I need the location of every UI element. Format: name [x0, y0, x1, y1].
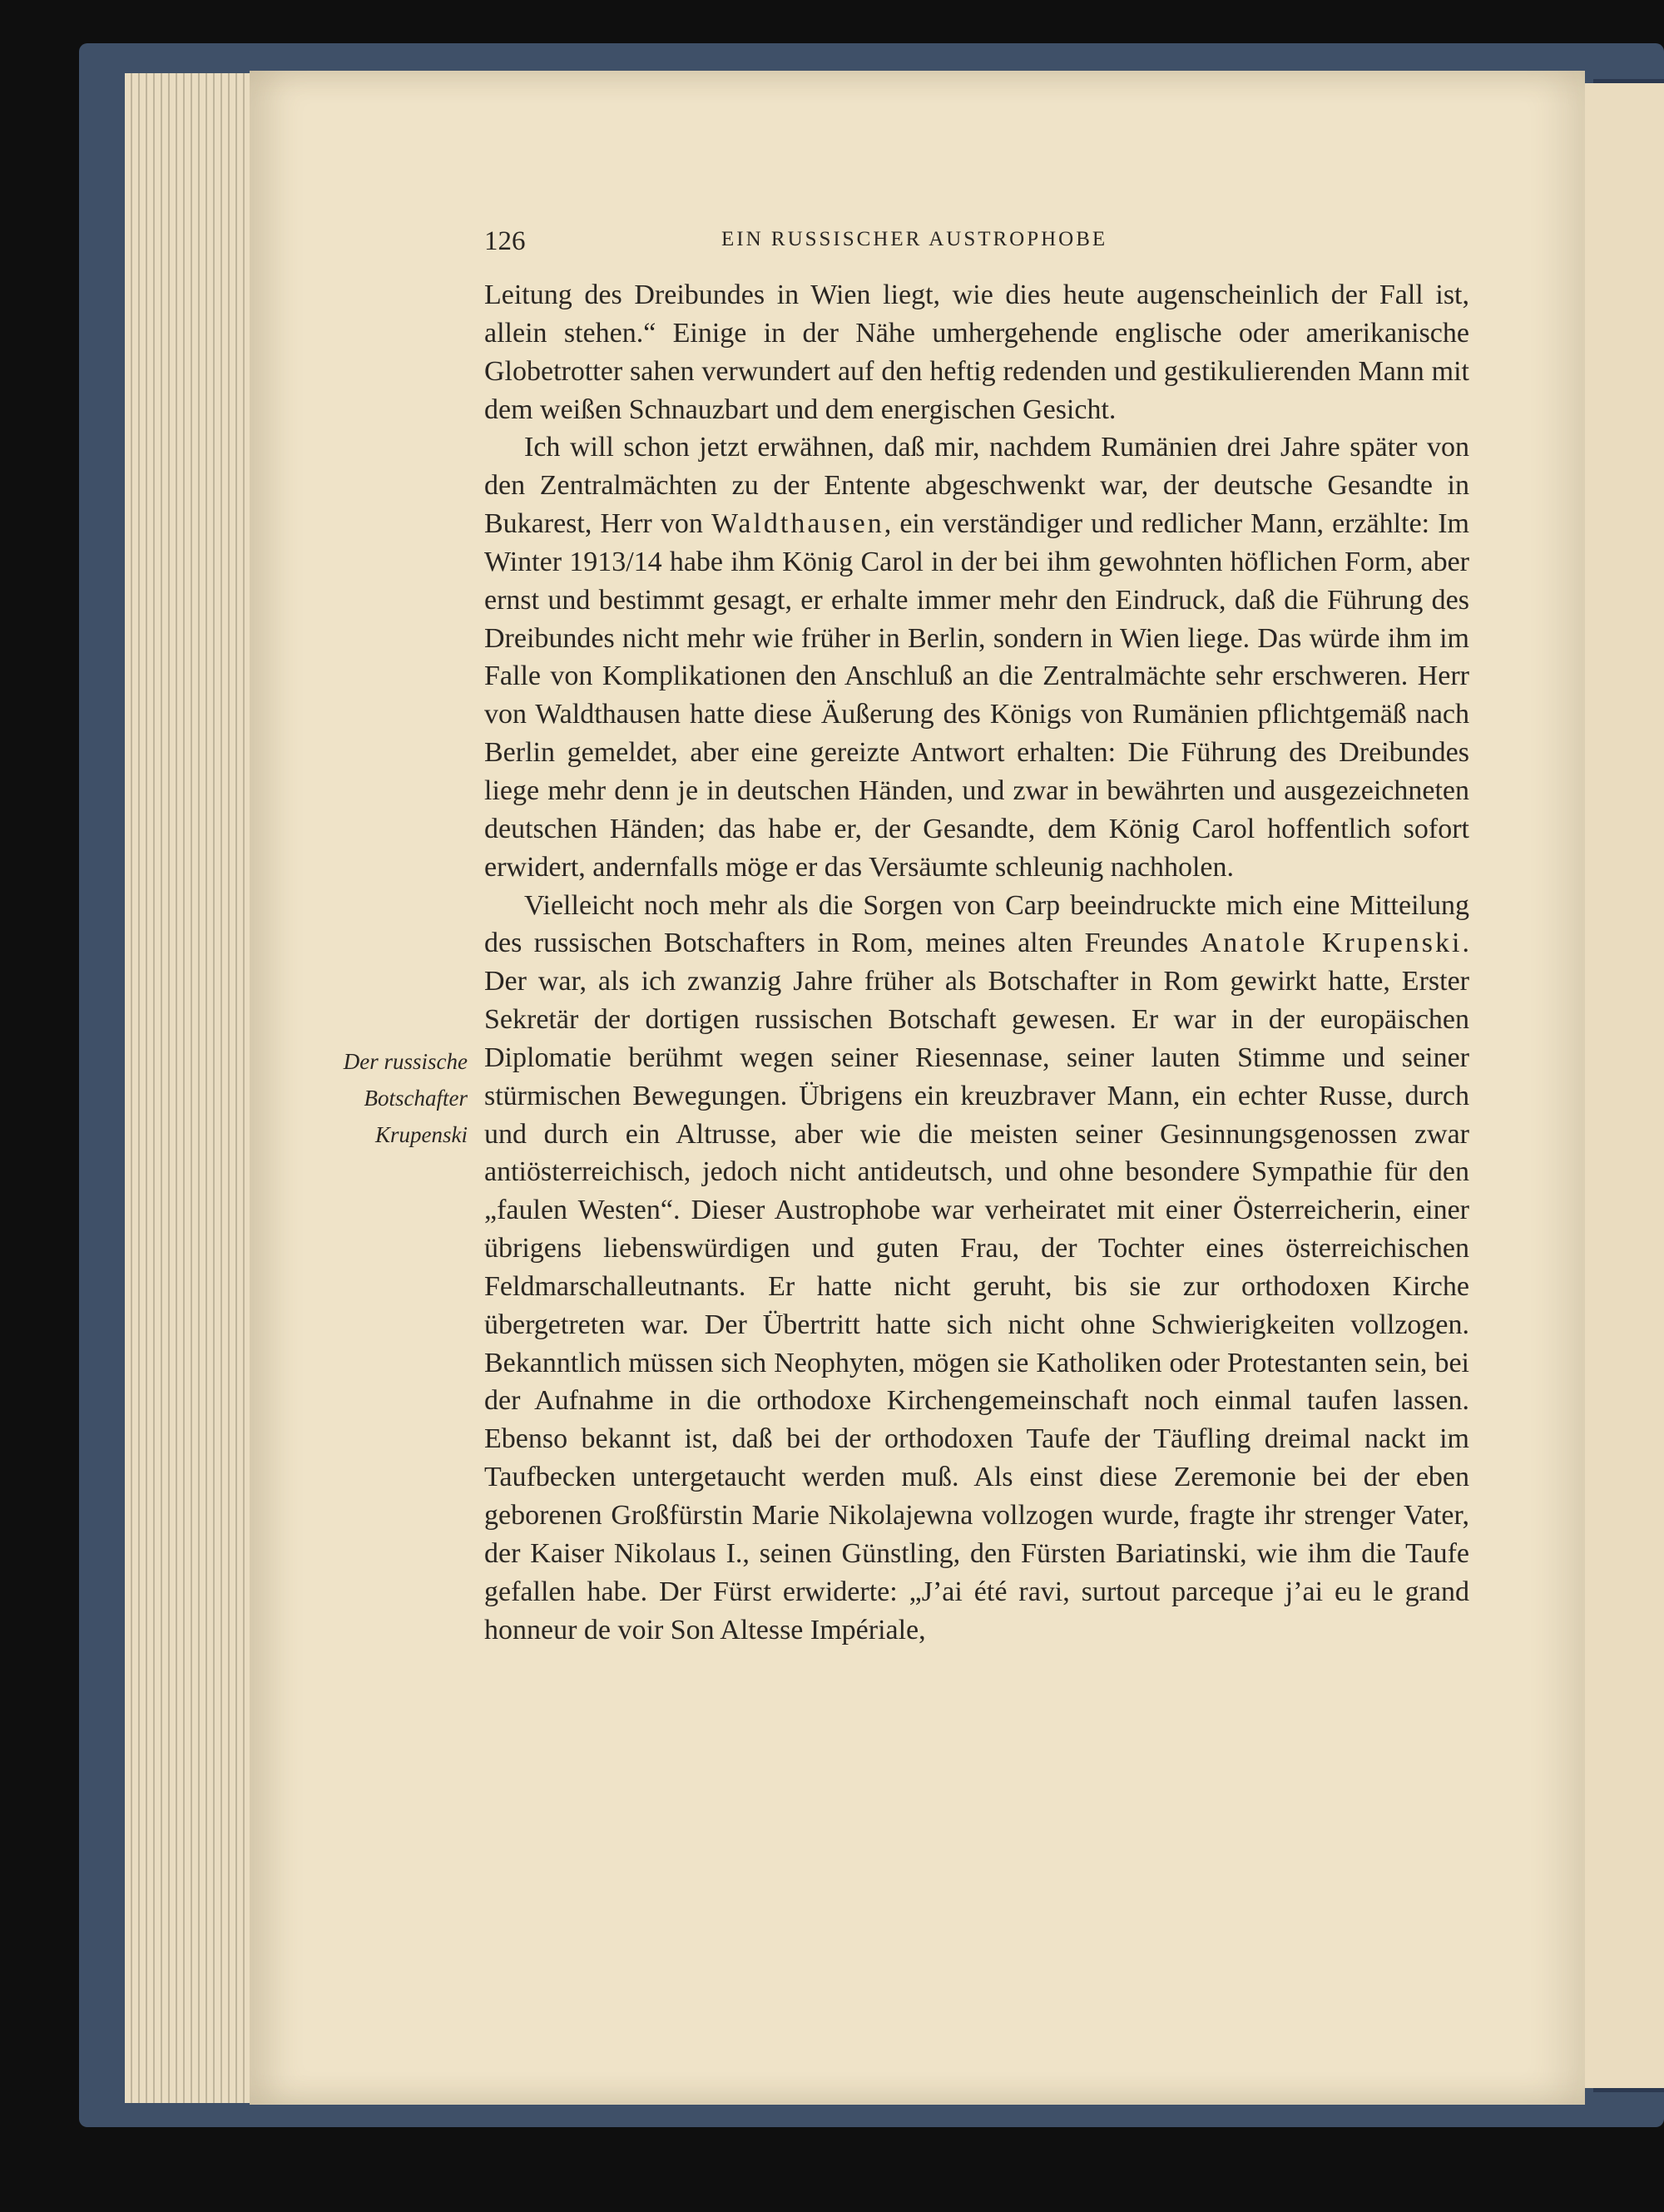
facing-page-edge [1585, 83, 1664, 2088]
page-header [484, 226, 1316, 260]
marginal-note-line: Krupenski [375, 1122, 468, 1147]
marginal-note-line: Der russische [343, 1049, 468, 1074]
marginal-note [283, 1043, 468, 1153]
spaced-name: Anatole Krupenski [1200, 928, 1463, 959]
paragraph: Leitung des Dreibundes in Wien liegt, wie dies heute augenscheinlich der Fall ist, allein stehen.“ Einige in der Nähe umhergehende englische oder amerikanische Globetrotter sahen verwundert auf den heftig redenden und gestikulierenden Mann mit dem weißen Schnauzbart und dem energischen Gesicht. [484, 280, 1469, 425]
marginal-note-line: Botschafter [364, 1086, 468, 1111]
body-text [484, 276, 1469, 1649]
paragraph-text: , ein verständiger und redlicher Mann, erzählte: Im Winter 1913/14 habe ihm König Carol in der bei ihm gewohnten höflichen Form, aber ernst und bestimmt gesagt, er erhalte immer mehr den Eindruck, daß die Führung des Dreibundes nicht mehr wie früher in Berlin, sondern in Wien liege. Das würde ihm im Falle von Komplikationen den Anschluß an die Zentralmächte sehr erschweren. Herr von Waldthausen hatte diese Äußerung des Königs von Rumänien pflichtgemäß nach Berlin gemeldet, aber eine gereizte Antwort erhalten: Die Führung des Dreibundes liege mehr denn je in deutschen Händen, und zwar in bewährten und ausgezeichneten deutschen Händen; das habe er, der Gesandte, dem König Carol hoffentlich sofort erwidert, andernfalls möge er das Versäumte schleunig nachholen. [484, 508, 1469, 883]
paragraph-text: Vielleicht noch mehr als die Sorgen von Carp beeindruckte mich eine Mitteilung des russischen Botschafters in Rom, meines alten Freundes [484, 889, 1469, 959]
spaced-name: Waldthausen [711, 508, 884, 540]
page-stack-edges [125, 73, 258, 2103]
paragraph [484, 428, 1469, 886]
page-number: 126 [484, 226, 526, 256]
paragraph [484, 887, 1469, 1650]
paragraph-text: . Der war, als ich zwanzig Jahre früher als Botschafter in Rom gewirkt hatte, Erster Sekretär der dortigen russischen Botschaft gewesen. Er war in der europäischen Diplomatie berühmt wegen seiner Riesennase, seiner lauten Stimme und seiner stürmischen Bewegungen. Übrigens ein kreuzbraver Mann, ein echter Russe, durch und durch ein Altrusse, aber wie die meisten seiner Gesinnungsgenossen zwar antiösterreichisch, jedoch nicht antideutsch, und ohne besondere Sympathie für den „faulen Westen“. Dieser Austrophobe war verheiratet mit einer Österreicherin, einer übrigens liebenswürdigen und guten Frau, der Tochter eines österreichischen Feldmarschalleutnants. Er hatte nicht geruht, bis sie zur orthodoxen Kirche übergetreten war. Der Übertritt hatte sich nicht ohne Schwierigkeiten vollzogen. Bekanntlich müssen sich Neophyten, mögen sie Katholiken oder Protestanten sein, bei der Aufnahme in die orthodoxe Kirchengemeinschaft noch einmal taufen lassen. Ebenso bekannt ist, daß bei der orthodoxen Taufe der Täufling dreimal nackt im Taufbecken untergetaucht werden muß. Als einst diese Zeremonie bei der eben geborenen Großfürstin Marie Nikolajewna vollzogen wurde, fragte ihr strenger Vater, der Kaiser Nikolaus I., seinen Günstling, den Fürsten Bariatinski, wie ihm die Taufe gefallen habe. Der Fürst erwiderte: „J’ai été ravi, surtout parceque j’ai eu le grand honneur de voir Son Altesse Impériale, [484, 928, 1469, 1645]
paragraph-text: Ich will schon jetzt erwähnen, daß mir, nachdem Rumänien drei Jahre später von den Zentralmächten zu der Entente abgeschwenkt war, der deutsche Gesandte in Bukarest, Herr von [484, 432, 1469, 540]
running-title: EIN RUSSISCHER AUSTROPHOBE [721, 228, 1108, 250]
